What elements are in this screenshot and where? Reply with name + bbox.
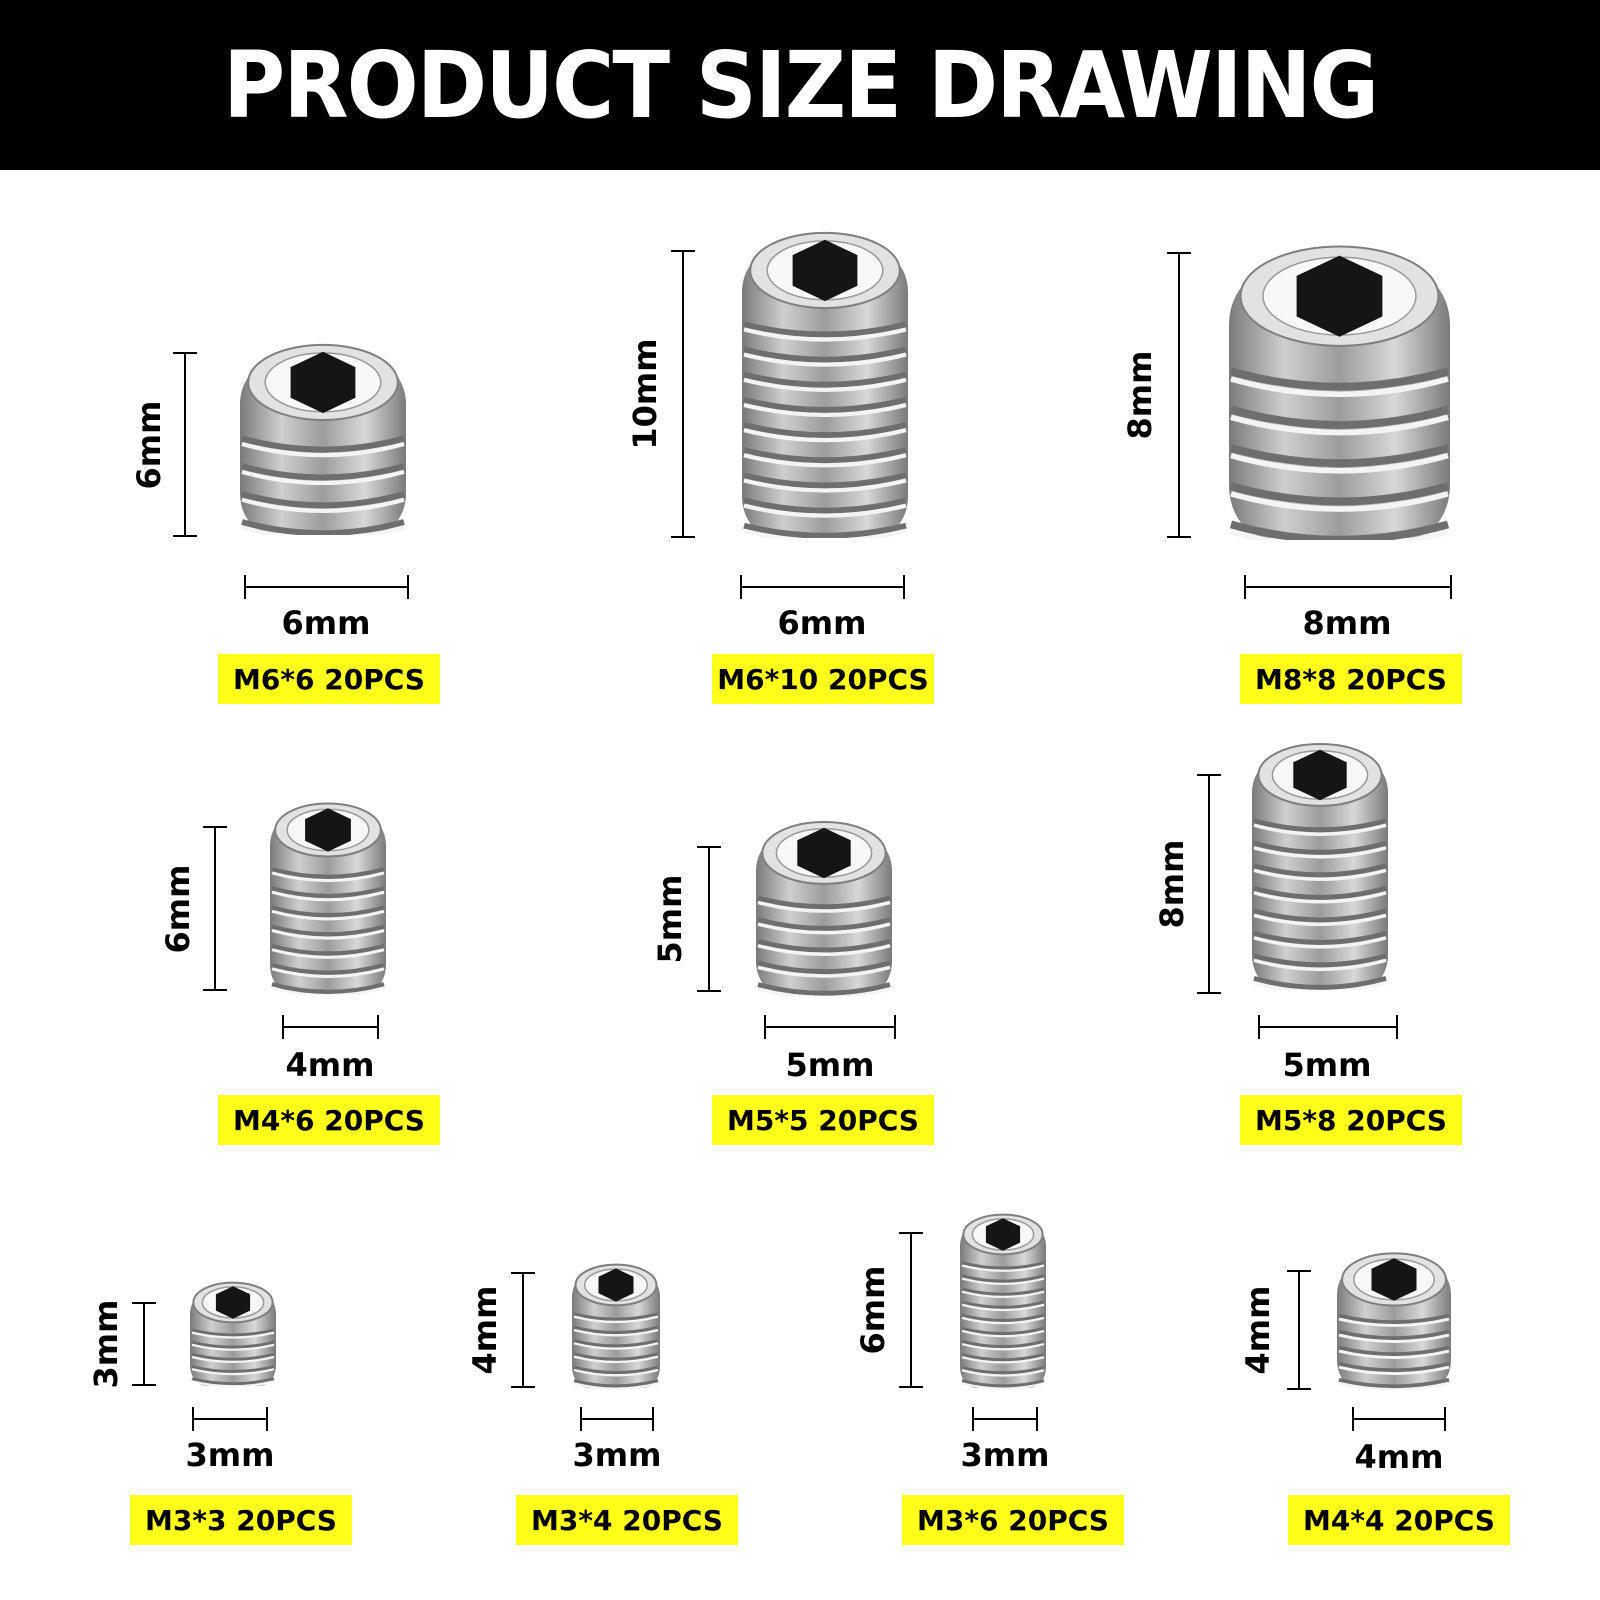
size-quantity-tag: M8*8 20PCS [1240, 654, 1462, 704]
set-screw-image [268, 800, 388, 999]
size-quantity-tag: M5*8 20PCS [1240, 1095, 1462, 1145]
size-quantity-tag: M3*3 20PCS [130, 1495, 352, 1545]
set-screw-image [754, 818, 894, 1000]
width-dimension-line [1258, 1026, 1398, 1028]
height-label: 6mm [130, 400, 168, 489]
set-screw-image [1335, 1250, 1453, 1394]
size-quantity-tag: M3*4 20PCS [516, 1495, 738, 1545]
height-label: 8mm [1121, 350, 1159, 440]
set-screw-image [740, 228, 910, 542]
set-screw-image [958, 1212, 1048, 1394]
height-dimension-line [522, 1272, 524, 1388]
size-quantity-tag: M3*6 20PCS [902, 1495, 1124, 1545]
width-label: 4mm [285, 1046, 375, 1084]
size-quantity-tag: M4*6 20PCS [218, 1095, 440, 1145]
page-title: PRODUCT SIZE DRAWING [222, 31, 1378, 139]
width-label: 3mm [960, 1436, 1050, 1474]
height-dimension-line [143, 1302, 145, 1386]
width-dimension-line [244, 586, 409, 588]
height-label: 5mm [651, 874, 689, 964]
width-dimension-line [740, 586, 905, 588]
height-label: 6mm [159, 864, 197, 953]
height-label: 4mm [1239, 1285, 1277, 1375]
width-label: 6mm [777, 604, 867, 642]
size-quantity-tag: M5*5 20PCS [712, 1095, 934, 1145]
height-dimension-line [910, 1232, 912, 1388]
height-label: 8mm [1153, 839, 1191, 929]
width-dimension-line [1244, 586, 1452, 588]
height-dimension-line [184, 352, 186, 537]
set-screw-image [1227, 240, 1452, 544]
height-label: 3mm [87, 1299, 125, 1389]
height-dimension-line [214, 826, 216, 991]
size-quantity-tag: M4*4 20PCS [1288, 1495, 1510, 1545]
height-dimension-line [682, 250, 684, 538]
width-label: 5mm [785, 1046, 875, 1084]
header-banner [0, 0, 1600, 170]
width-label: 8mm [1302, 604, 1392, 642]
width-dimension-line [192, 1418, 268, 1420]
height-dimension-line [708, 846, 710, 992]
set-screw-image [188, 1280, 278, 1392]
width-label: 3mm [572, 1436, 662, 1474]
width-dimension-line [580, 1418, 654, 1420]
width-dimension-line [282, 1026, 379, 1028]
height-dimension-line [1298, 1270, 1300, 1390]
height-label: 6mm [854, 1265, 892, 1355]
width-dimension-line [1352, 1418, 1446, 1420]
set-screw-image [570, 1262, 662, 1394]
height-dimension-line [1208, 774, 1210, 994]
width-label: 5mm [1282, 1046, 1372, 1084]
size-quantity-tag: M6*10 20PCS [712, 654, 934, 704]
height-dimension-line [1178, 252, 1180, 538]
width-dimension-line [972, 1418, 1038, 1420]
height-label: 10mm [626, 338, 664, 450]
width-label: 3mm [185, 1436, 275, 1474]
set-screw-image [238, 340, 408, 539]
size-quantity-tag: M6*6 20PCS [218, 654, 440, 704]
height-label: 4mm [466, 1285, 504, 1375]
width-label: 4mm [1354, 1438, 1444, 1476]
set-screw-image [1250, 740, 1390, 994]
width-dimension-line [764, 1026, 896, 1028]
width-label: 6mm [281, 604, 371, 642]
